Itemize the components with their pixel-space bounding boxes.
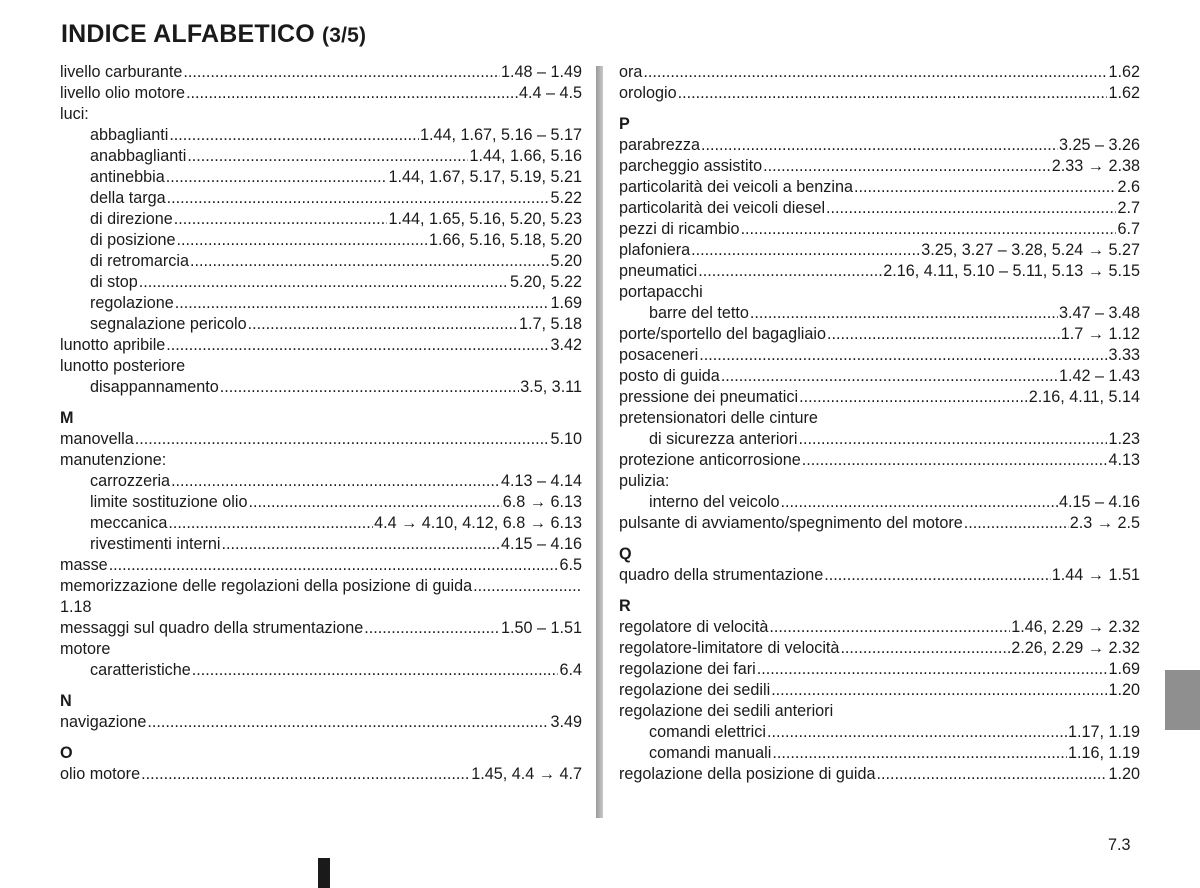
index-page-refs: 4.15 – 4.16 [1058,493,1140,511]
index-entry [60,104,582,125]
index-subentry [60,230,582,251]
index-page-refs: 5.20, 5.22 [509,273,582,291]
dot-leader [177,230,428,251]
dot-leader [166,167,388,188]
index-entry [619,638,1140,659]
index-subentry [60,513,582,534]
dot-leader [109,555,559,576]
index-letter-heading: Q [619,545,632,563]
index-subentry [60,209,582,230]
index-subentry [619,722,1140,743]
index-term: limite sostituzione olio [90,493,248,511]
dot-leader [767,722,1067,743]
index-page-refs: 1.17, 1.19 [1067,723,1140,741]
dot-leader [798,429,1107,450]
index-term: posto di guida [619,367,720,385]
index-term: regolazione [90,294,174,312]
index-entry [619,198,1140,219]
index-page-refs: 2.3 → 2.5 [1069,514,1140,532]
index-term: di sicurezza anteriori [649,430,798,448]
index-page-refs: 1.20 [1108,681,1140,699]
index-subentry [60,125,582,146]
index-entry [60,597,582,618]
index-entry [60,555,582,576]
index-page-refs: 3.42 [550,336,582,354]
index-term: lunotto posteriore [60,357,186,375]
column-divider [596,66,603,818]
index-subentry [60,377,582,398]
index-subentry [60,272,582,293]
index-entry [60,576,582,597]
index-page-refs: 1.69 [550,294,582,312]
index-subentry [60,188,582,209]
dot-leader [166,335,549,356]
index-letter-heading: O [60,744,73,762]
index-page-refs: 3.33 [1108,346,1140,364]
index-subentry [619,492,1140,513]
index-page-refs: 5.20 [550,252,582,270]
dot-leader [167,188,550,209]
index-term: pezzi di ricambio [619,220,740,238]
dot-leader [757,659,1108,680]
dot-leader [174,209,388,230]
page-title [61,20,366,49]
index-term: di posizione [90,231,176,249]
index-page-refs: 5.10 [550,430,582,448]
dot-leader [799,387,1028,408]
index-entry [60,335,582,356]
index-entry [60,639,582,660]
index-letter-heading: M [60,409,74,427]
index-subentry [619,429,1140,450]
dot-leader [824,565,1051,586]
index-term: della targa [90,189,166,207]
index-page-refs: 1.23 [1108,430,1140,448]
index-term: lunotto apribile [60,336,166,354]
index-entry [619,177,1140,198]
index-entry [60,429,582,450]
index-entry [619,83,1140,104]
index-page-refs: 1.62 [1108,84,1140,102]
index-page-refs: 2.7 [1117,199,1140,217]
index-page-refs: 1.45, 4.4 → 4.7 [471,765,582,783]
dot-leader [826,198,1116,219]
dot-leader [192,660,559,681]
dot-leader [698,261,882,282]
index-page-refs: 4.13 [1108,451,1140,469]
index-term: porte/sportello del bagagliaio [619,325,826,343]
index-page-refs: 3.5, 3.11 [520,378,582,396]
index-page-refs: 1.66, 5.16, 5.18, 5.20 [428,231,582,249]
index-page-refs: 6.7 [1117,220,1140,238]
index-page-refs: 1.62 [1108,63,1140,81]
index-term: quadro della strumentazione [619,566,824,584]
index-subentry [60,251,582,272]
dot-leader [771,680,1107,701]
dot-leader [190,251,550,272]
dot-leader [691,240,920,261]
index-term: pulsante di avviamento/spegnimento del motore [619,514,963,532]
index-term: regolazione della posizione di guida [619,765,876,783]
dot-leader [854,177,1117,198]
index-entry [619,240,1140,261]
dot-leader [186,83,518,104]
index-entry [619,135,1140,156]
index-entry [619,659,1140,680]
index-term: regolazione dei sedili [619,681,771,699]
index-page-refs: 2.16, 4.11, 5.14 [1028,388,1140,406]
index-subentry [60,146,582,167]
index-page-refs: 1.69 [1108,660,1140,678]
index-term: messaggi sul quadro della strumentazione [60,619,364,637]
index-entry [619,324,1140,345]
index-page-refs: 1.44, 1.67, 5.17, 5.19, 5.21 [388,168,582,186]
index-term: segnalazione pericolo [90,315,247,333]
index-page-refs: 1.7 → 1.12 [1060,325,1140,343]
index-term: barre del tetto [649,304,749,322]
index-page-refs: 4.4 → 4.10, 4.12, 6.8 → 6.13 [374,514,582,532]
index-term: motore [60,640,111,658]
index-title: INDICE ALFABETICO [61,20,315,48]
index-page-refs: 1.50 – 1.51 [500,619,582,637]
index-term: di direzione [90,210,173,228]
index-term: luci: [60,105,89,123]
index-term: particolarità dei veicoli a benzina [619,178,853,196]
dot-leader [964,513,1069,534]
index-letter-heading: P [619,115,630,133]
dot-leader [175,293,550,314]
index-column-left [60,62,582,785]
index-page-refs: 4.15 – 4.16 [500,535,582,553]
index-term: comandi manuali [649,744,772,762]
index-term: portapacchi [619,283,703,301]
index-entry [619,680,1140,701]
dot-leader [643,62,1107,83]
index-term: meccanica [90,514,168,532]
index-entry [60,83,582,104]
index-term: manovella [60,430,134,448]
index-entry [619,408,1140,429]
index-entry [619,219,1140,240]
index-term: masse [60,556,108,574]
index-term: pneumatici [619,262,698,280]
index-page-refs: 3.49 [550,713,582,731]
dot-leader [221,534,500,555]
index-term: 1.18 [60,598,92,616]
dot-leader [139,272,509,293]
index-term: parcheggio assistito [619,157,763,175]
index-subentry [60,534,582,555]
index-page-refs: 4.4 – 4.5 [518,84,582,102]
dot-leader [750,303,1058,324]
index-page-refs: 1.44, 1.65, 5.16, 5.20, 5.23 [388,210,582,228]
index-subentry [60,314,582,335]
index-page-refs: 5.22 [550,189,582,207]
dot-leader [248,492,501,513]
index-page-refs: 6.5 [559,556,582,574]
index-term: manutenzione: [60,451,167,469]
index-term: parabrezza [619,136,700,154]
index-term: orologio [619,84,677,102]
dot-leader [769,617,1010,638]
index-term: posaceneri [619,346,699,364]
index-page-refs: 2.6 [1117,178,1140,196]
dot-leader [678,83,1108,104]
index-letter-heading: R [619,597,631,615]
index-term: navigazione [60,713,147,731]
index-term: memorizzazione delle regolazioni della posizione di guida [60,577,473,595]
index-page-refs: 1.42 – 1.43 [1058,367,1140,385]
index-entry [619,617,1140,638]
index-entry [619,261,1140,282]
dot-leader [840,638,1010,659]
index-term: olio motore [60,765,141,783]
dot-leader [741,219,1117,240]
index-term: disappannamento [90,378,219,396]
index-entry [619,345,1140,366]
dot-leader [169,125,419,146]
dot-leader [168,513,373,534]
index-page-refs: 1.44 → 1.51 [1051,566,1140,584]
index-subentry [60,293,582,314]
index-page-refs: 2.33 → 2.38 [1051,157,1140,175]
index-entry [619,450,1140,471]
index-page-refs: 3.25 – 3.26 [1058,136,1140,154]
index-subentry [619,303,1140,324]
index-entry [619,282,1140,303]
index-entry [60,62,582,83]
index-entry [60,764,582,785]
dot-leader [171,471,500,492]
index-term: anabbaglianti [90,147,187,165]
index-entry [60,450,582,471]
index-entry [619,156,1140,177]
index-subentry [60,660,582,681]
dot-leader [183,62,500,83]
index-term: antinebbia [90,168,165,186]
dot-leader [701,135,1058,156]
dot-leader [187,146,468,167]
index-term: pulizia: [619,472,670,490]
index-term: ora [619,63,643,81]
index-part: (3/5) [322,24,367,47]
index-entry [619,62,1140,83]
dot-leader [763,156,1051,177]
index-entry [619,565,1140,586]
dot-leader [248,314,518,335]
index-subentry [60,167,582,188]
dot-leader [721,366,1058,387]
index-page-refs: 1.20 [1108,765,1140,783]
index-page-refs: 6.8 → 6.13 [502,493,582,511]
index-entry [60,356,582,377]
index-entry [619,387,1140,408]
index-page-refs: 2.26, 2.29 → 2.32 [1011,639,1140,657]
dot-leader [135,429,550,450]
binding-mark [318,858,330,888]
index-page-refs: 1.7, 5.18 [518,315,582,333]
dot-leader [364,618,500,639]
index-term: livello carburante [60,63,183,81]
index-term: di stop [90,273,138,291]
index-term: di retromarcia [90,252,189,270]
index-subentry [60,492,582,513]
index-term: comandi elettrici [649,723,766,741]
index-page-refs: 6.4 [559,661,582,679]
index-term: regolazione dei fari [619,660,756,678]
index-entry [619,471,1140,492]
index-term: plafoniera [619,241,691,259]
index-column-right [619,62,1140,785]
index-entry [619,513,1140,534]
index-entry [60,712,582,733]
index-term: rivestimenti interni [90,535,221,553]
index-page-refs: 1.46, 2.29 → 2.32 [1011,618,1140,636]
index-term: pressione dei pneumatici [619,388,799,406]
dot-leader [827,324,1060,345]
index-term: carrozzeria [90,472,171,490]
index-term: abbaglianti [90,126,169,144]
index-subentry [60,471,582,492]
index-letter-heading: N [60,692,72,710]
index-entry [619,764,1140,785]
index-page-refs: 3.47 – 3.48 [1058,304,1140,322]
index-page-refs: 1.44, 1.67, 5.16 – 5.17 [419,126,582,144]
index-page-refs: 4.13 – 4.14 [500,472,582,490]
index-term: interno del veicolo [649,493,780,511]
page-number: 7.3 [1108,836,1131,854]
index-term: pretensionatori delle cinture [619,409,818,427]
index-page-refs: 1.44, 1.66, 5.16 [469,147,582,165]
index-entry [619,366,1140,387]
section-tab-marker [1165,670,1200,730]
dot-leader [802,450,1108,471]
dot-leader [772,743,1067,764]
index-subentry [619,743,1140,764]
dot-leader [780,492,1058,513]
index-term: regolatore di velocità [619,618,769,636]
index-term: regolazione dei sedili anteriori [619,702,834,720]
index-page-refs: 1.48 – 1.49 [500,63,582,81]
index-term: particolarità dei veicoli diesel [619,199,826,217]
index-page-refs: 1.16, 1.19 [1067,744,1140,762]
dot-leader [473,576,581,597]
dot-leader [141,764,470,785]
index-page-refs: 3.25, 3.27 – 3.28, 5.24 → 5.27 [921,241,1140,259]
dot-leader [877,764,1108,785]
index-term: livello olio motore [60,84,186,102]
index-term: regolatore-limitatore di velocità [619,639,840,657]
index-page-refs: 2.16, 4.11, 5.10 – 5.11, 5.13 → 5.15 [883,262,1140,280]
dot-leader [699,345,1107,366]
dot-leader [220,377,519,398]
index-term: caratteristiche [90,661,191,679]
index-entry [60,618,582,639]
dot-leader [147,712,549,733]
index-entry [619,701,1140,722]
index-term: protezione anticorrosione [619,451,801,469]
